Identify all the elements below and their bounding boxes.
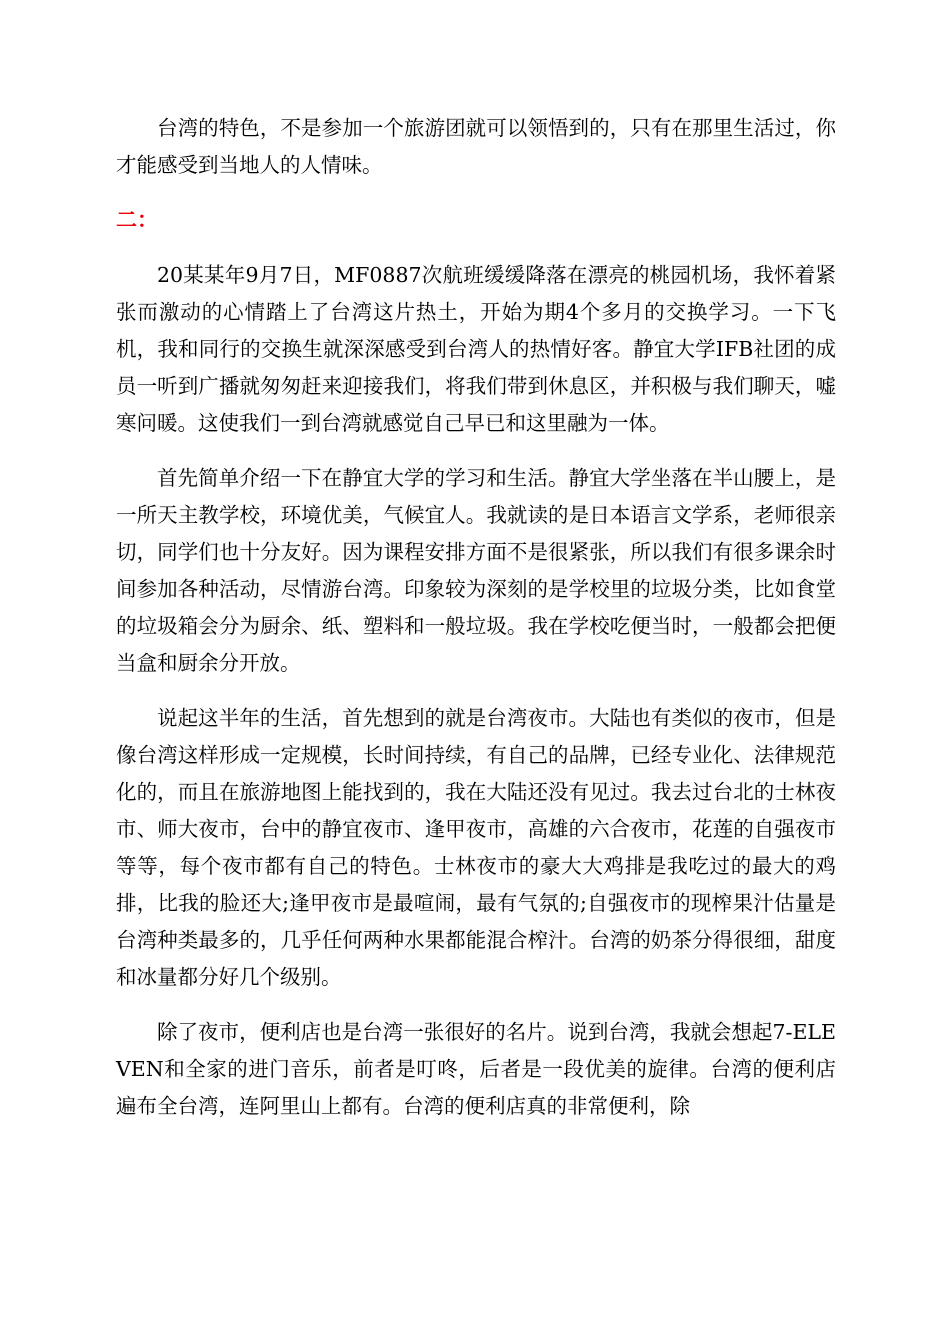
intro-paragraph: 台湾的特色，不是参加一个旅游团就可以领悟到的，只有在那里生活过，你才能感受到当地人的人情味。 [116,116,836,177]
paragraph-convenience-store: 除了夜市，便利店也是台湾一张很好的名片。说到台湾，我就会想起7-ELEVEN和全家的进门音乐，前者是叮咚，后者是一段优美的旋律。台湾的便利店遍布全台湾，连阿里山上都有。台湾的便利店真的非常便利，除 [116,1020,836,1118]
paragraph-arrival: 20某某年9月7日，MF0887次航班缓缓降落在漂亮的桃园机场，我怀着紧张而激动的心情踏上了台湾这片热土，开始为期4个多月的交换学习。一下飞机，我和同行的交换生就深深感受到台湾人的热情好客。静宜大学IFB社团的成员一听到广播就匆匆赶来迎接我们，将我们带到休息区，并积极与我们聊天，嘘寒问暖。这使我们一到台湾就感觉自己早已和这里融为一体。 [116,263,836,435]
paragraph-university: 首先简单介绍一下在静宜大学的学习和生活。静宜大学坐落在半山腰上，是一所天主教学校，环境优美，气候宜人。我就读的是日本语言文学系，老师很亲切，同学们也十分友好。因为课程安排方面不是很紧张，所以我们有很多课余时间参加各种活动，尽情游台湾。印象较为深刻的是学校里的垃圾分类，比如食堂的垃圾箱会分为厨余、纸、塑料和一般垃圾。我在学校吃便当时，一般都会把便当盒和厨余分开放。 [116,466,836,675]
document-body [116,110,836,1143]
paragraph-night-market: 说起这半年的生活，首先想到的就是台湾夜市。大陆也有类似的夜市，但是像台湾这样形成一定规模，长时间持续，有自己的品牌，已经专业化、法律规范化的，而且在旅游地图上能找到的，我在大陆还没有见过。我去过台北的士林夜市、师大夜市，台中的静宜夜市、逢甲夜市，高雄的六合夜市，花莲的自强夜市等等，每个夜市都有自己的特色。士林夜市的豪大大鸡排是我吃过的最大的鸡排，比我的脸还大;逢甲夜市是最喧闹，最有气氛的;自强夜市的现榨果汁估量是台湾种类最多的，几乎任何两种水果都能混合榨汁。台湾的奶茶分得很细，甜度和冰量都分好几个级别。 [116,706,836,989]
section-heading: 二： [116,208,158,232]
